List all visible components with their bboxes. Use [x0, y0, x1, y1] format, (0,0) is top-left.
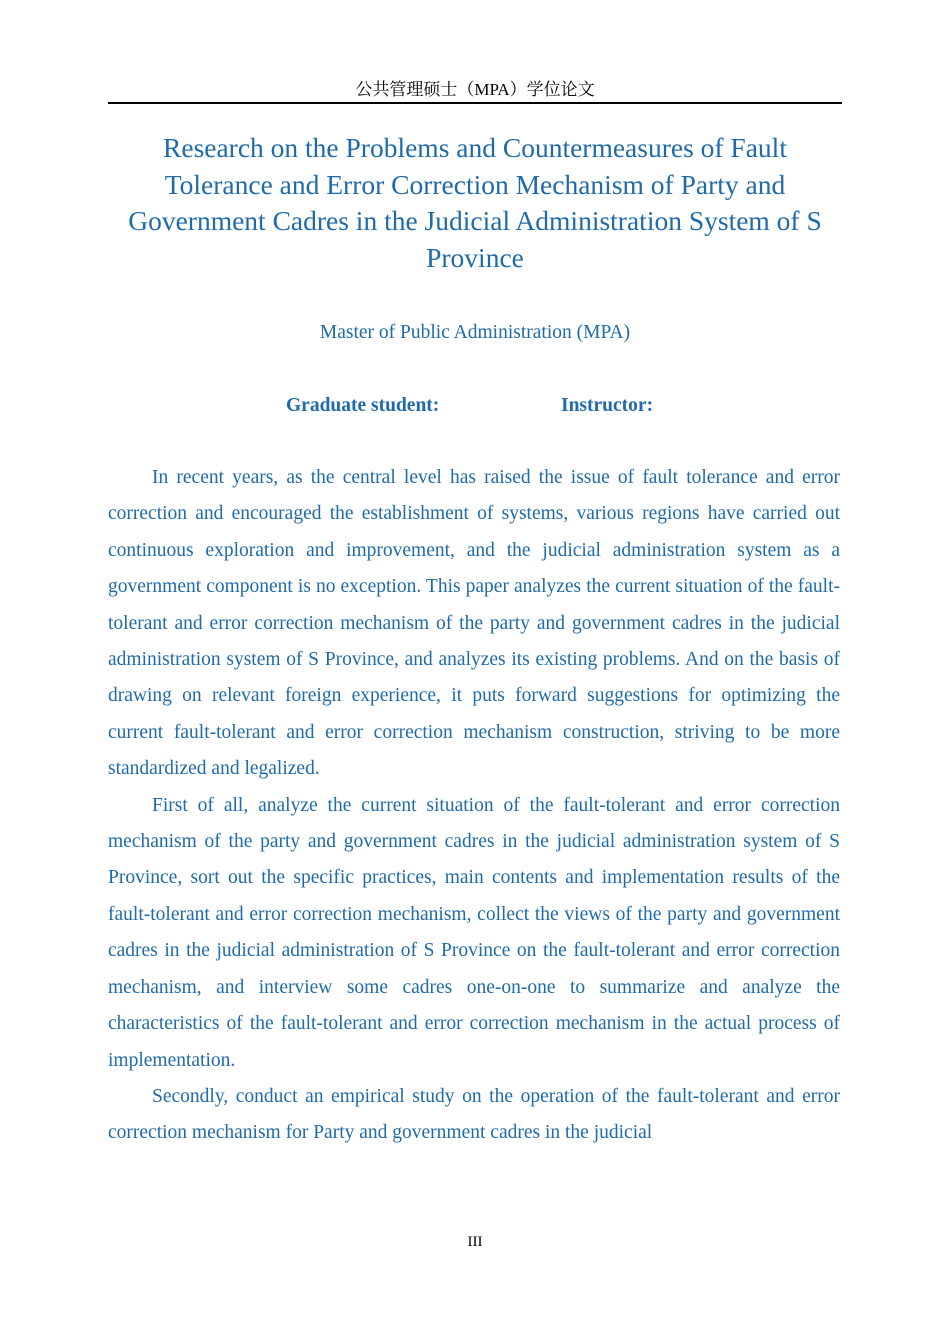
abstract-paragraph: In recent years, as the central level has raised the issue of fault tolerance and error correction and encouraged the establishment of systems, various regions have carried out continuous exploration and improvement, and the judicial administration system as a government component is no exception. This paper analyzes the current situation of the fault-tolerant and error correction mechanism of the party and government cadres in the judicial administration system of S Province, and analyzes its existing problems. And on the basis of drawing on relevant foreign experience, it puts forward suggestions for optimizing the current fault-tolerant and error correction mechanism construction, striving to be more standardized and legalized. — [108, 467, 840, 780]
instructor-label: Instructor: — [561, 395, 654, 416]
abstract-body — [108, 460, 840, 1152]
running-header: 公共管理硕士（MPA）学位论文 — [355, 80, 595, 99]
page-number: III — [467, 1234, 483, 1250]
abstract-paragraph: Secondly, conduct an empirical study on the operation of the fault-tolerant and error correction mechanism for Party and government cadres in the judicial — [108, 1085, 840, 1144]
thesis-title: Research on the Problems and Countermeasures of Fault Tolerance and Error Correction Mechanism of Party and Government Cadres in the Judicial Administration System of S Province — [128, 132, 822, 273]
abstract-paragraph: First of all, analyze the current situation of the fault-tolerant and error correction mechanism of the party and government cadres in the judicial administration system of S Province, sort out the specific practices, main contents and implementation results of the fault-tolerant and error correction mechanism, collect the views of the party and government cadres in the judicial administration of S Province on the fault-tolerant and error correction mechanism, and interview some cadres one-on-one to summarize and analyze the characteristics of the fault-tolerant and error correction mechanism in the actual process of implementation. — [108, 794, 840, 1071]
graduate-student-label: Graduate student: — [286, 395, 440, 416]
header-divider — [108, 102, 842, 104]
degree-line: Master of Public Administration (MPA) — [319, 322, 631, 343]
